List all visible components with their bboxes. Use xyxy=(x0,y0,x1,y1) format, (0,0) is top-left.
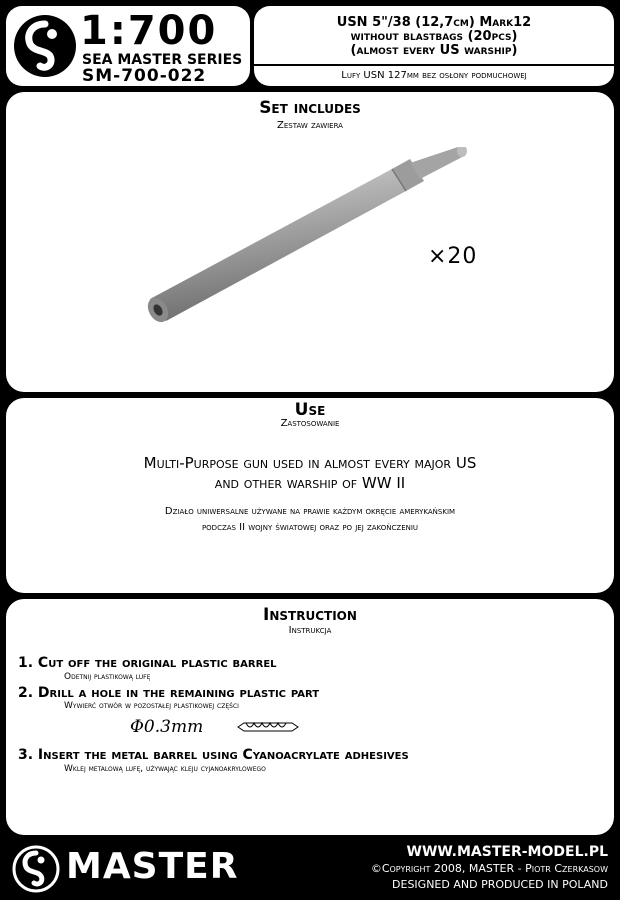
header-title-panel xyxy=(254,6,614,86)
footer-brand: MASTER xyxy=(66,846,239,887)
instruction-step-3: 3. Insert the metal barrel using Cyanoacrylate adhesives xyxy=(18,747,409,763)
quantity-label: ×20 xyxy=(428,244,478,269)
instruction-subtitle: Instrukcja xyxy=(288,625,332,636)
product-title-line3: (almost every US warship) xyxy=(350,43,518,58)
product-code: SM-700-022 xyxy=(82,66,207,86)
instruction-step-1: 1. Cut off the original plastic barrel xyxy=(18,655,277,671)
drill-size-label: Φ0.3mm xyxy=(130,717,204,737)
title-divider xyxy=(254,64,614,66)
instruction-step-3-pl: Wklej metalową lufę, używając kleju cyjanoakrylowego xyxy=(64,764,266,774)
instruction-title: Instruction xyxy=(263,605,357,625)
use-description-line1: Multi-Purpose gun used in almost every major US xyxy=(143,454,477,472)
set-includes-subtitle: Zestaw zawiera xyxy=(277,120,343,131)
scale-label: 1:700 xyxy=(80,8,218,54)
use-subtitle: Zastosowanie xyxy=(280,418,340,429)
set-includes-title: Set includes xyxy=(259,98,361,118)
instruction-step-2: 2. Drill a hole in the remaining plastic part xyxy=(18,685,320,701)
product-title-line2: without blastbags (20pcs) xyxy=(350,29,518,44)
set-includes-section xyxy=(6,92,614,392)
master-logo-icon xyxy=(12,12,78,80)
instruction-step-1-pl: Odetnij plastikową lufę xyxy=(64,672,151,682)
series-label: SEA MASTER SERIES xyxy=(82,52,243,68)
use-description-pl-line2: podczas II wojny światowej oraz po jej zakończeniu xyxy=(201,522,419,533)
product-title-line1: USN 5"/38 (12,7cm) Mark12 xyxy=(336,15,532,30)
product-subtitle-pl: Lufy USN 127mm bez osłony podmuchowej xyxy=(341,70,527,81)
use-title: Use xyxy=(294,400,326,420)
instruction-step-2-pl: Wywierć otwór w pozostałej plastikowej części xyxy=(64,701,239,711)
header-logo-panel xyxy=(6,6,250,86)
footer-copyright: ©Copyright 2008, MASTER - Piotr Czerkasow xyxy=(370,862,608,875)
drill-bit-icon xyxy=(236,720,300,734)
use-description-line2: and other warship of WW II xyxy=(214,474,406,492)
instruction-section xyxy=(6,599,614,835)
use-description-pl-line1: Działo uniwersalne używane na prawie każdym okręcie amerykańskim xyxy=(164,506,456,517)
use-section xyxy=(6,398,614,593)
footer-url[interactable]: WWW.MASTER-MODEL.PL xyxy=(406,844,608,860)
footer-made-in: DESIGNED AND PRODUCED IN POLAND xyxy=(392,878,608,891)
